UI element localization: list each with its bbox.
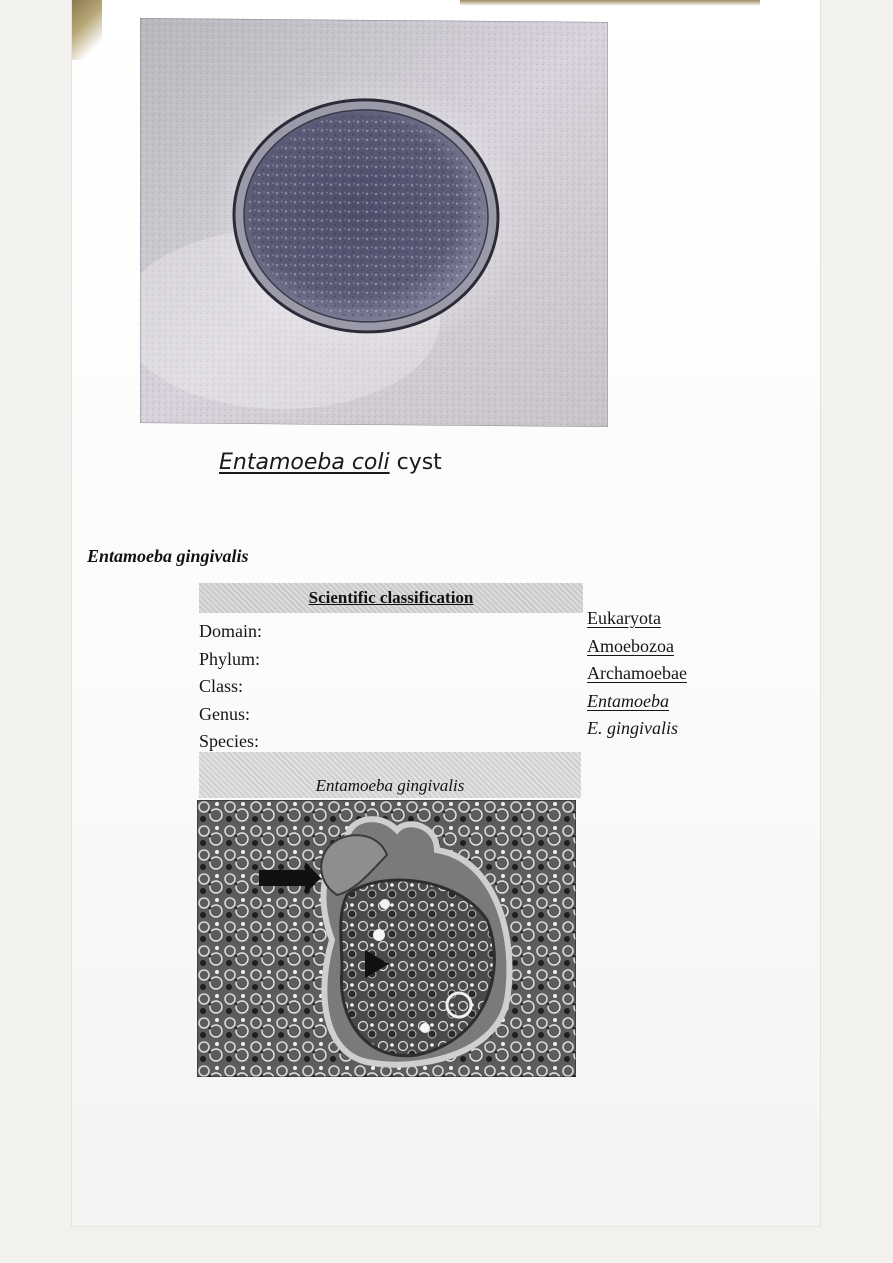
section-heading: Entamoeba gingivalis [87, 546, 249, 566]
taxobox-value-species: E. gingivalis [587, 718, 678, 738]
page-corner-shadow [72, 0, 102, 60]
caption-suffix: cyst [396, 450, 442, 475]
entamoeba-gingivalis-micrograph [197, 800, 576, 1077]
entamoeba-coli-cyst-micrograph [140, 18, 608, 427]
taxobox-value-domain-link[interactable]: Eukaryota [587, 608, 661, 628]
caption-species-name: Entamoeba coli [219, 450, 390, 475]
taxobox-label-class: Class: [199, 676, 244, 696]
taxobox-header-title: Scientific classification [308, 588, 474, 607]
taxobox-label-phylum: Phylum: [199, 648, 261, 669]
taxobox-value-genus-link[interactable]: Entamoeba [587, 690, 669, 711]
page-top-edge-shadow [460, 0, 760, 6]
taxobox-label-genus: Genus: [199, 703, 250, 724]
taxobox-labels [199, 620, 262, 758]
taxobox-value-class-link[interactable]: Archamoebae [587, 663, 687, 683]
taxobox-label-species: Species: [199, 731, 259, 751]
taxobox-value-phylum-link[interactable]: Amoebozoa [587, 635, 674, 656]
taxobox-image-caption-bar [199, 752, 581, 798]
taxobox-image-caption: Entamoeba gingivalis [315, 776, 465, 795]
taxobox-label-domain: Domain: [199, 621, 262, 641]
taxobox-header-bar [199, 583, 583, 613]
figure-caption [219, 450, 442, 475]
taxobox-values [587, 607, 687, 745]
